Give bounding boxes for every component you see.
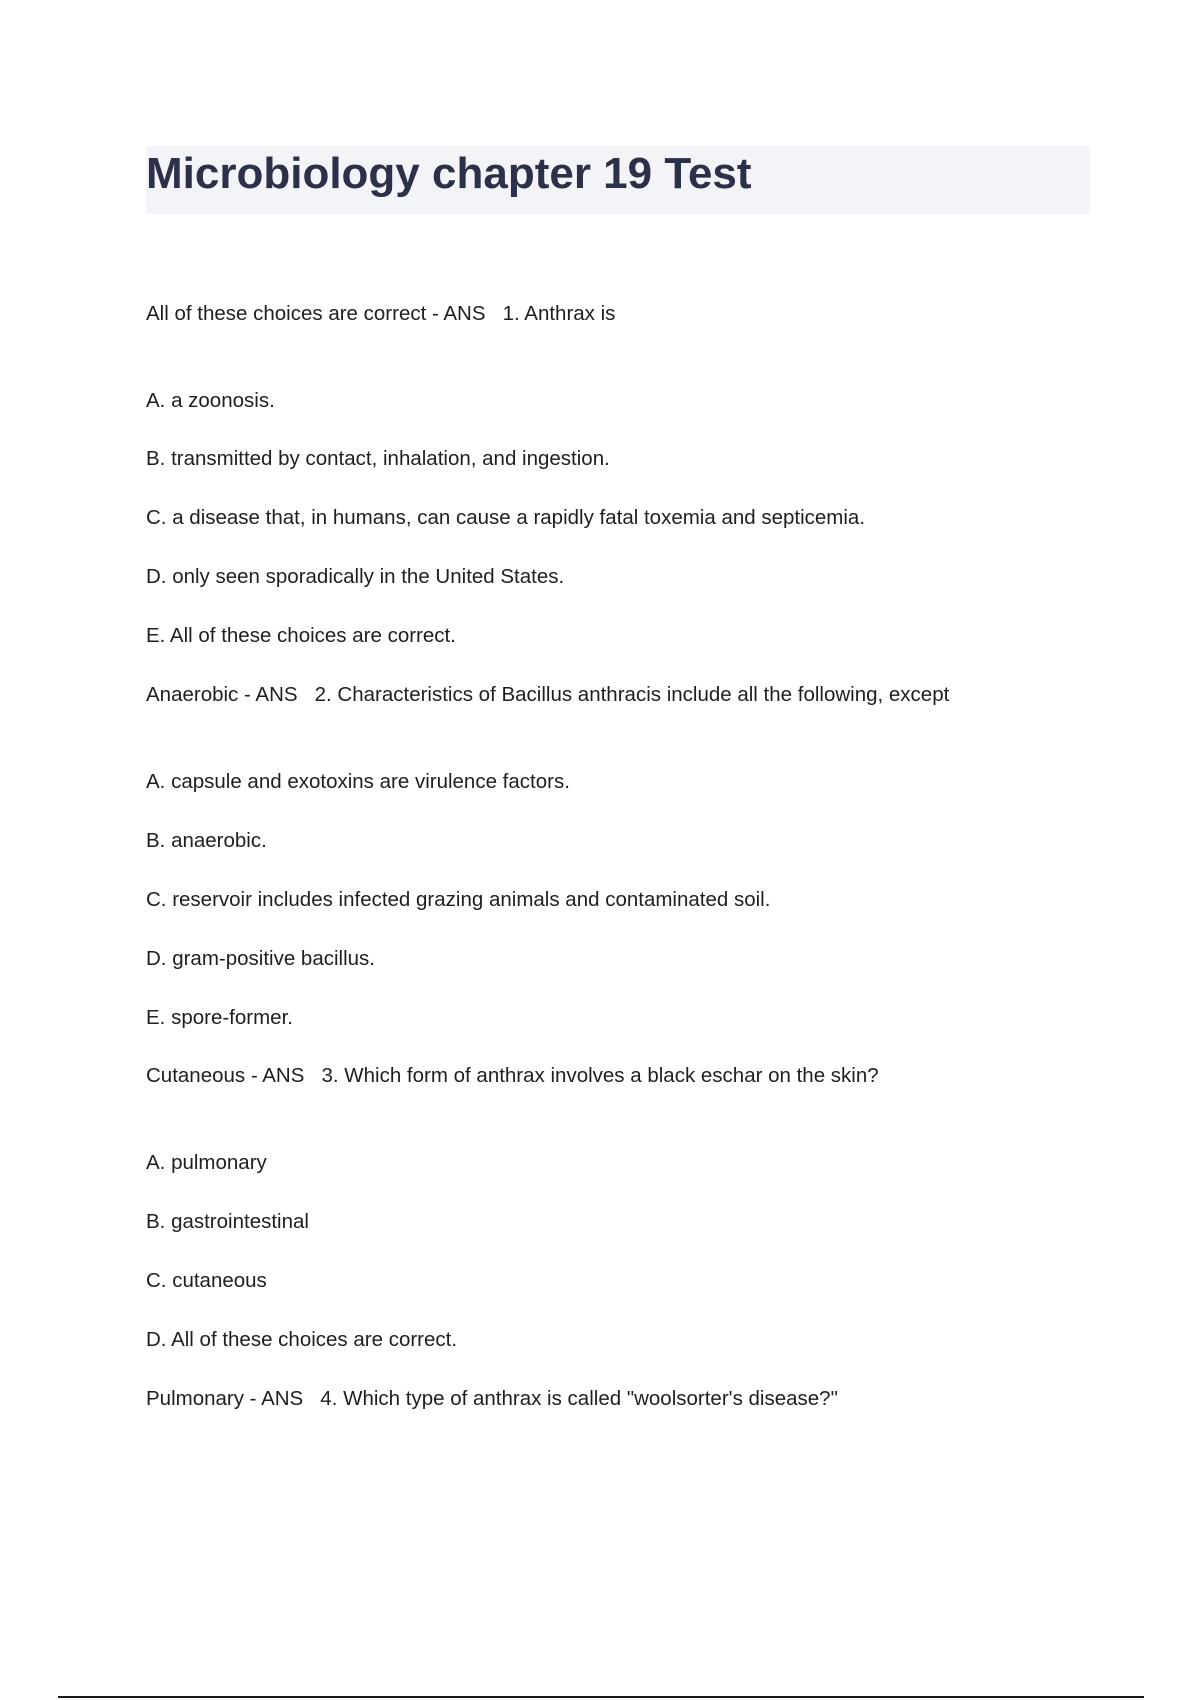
answer-option: A. pulmonary [146,1151,267,1174]
title-banner [146,146,1090,214]
question-header: Anaerobic - ANS 2. Characteristics of Bacillus anthracis include all the following, except [146,683,950,706]
answer-option: B. transmitted by contact, inhalation, and ingestion. [146,447,610,470]
answer-option: D. All of these choices are correct. [146,1328,458,1351]
footer-divider [58,1696,1144,1698]
question-header: Pulmonary - ANS 4. Which type of anthrax is called "woolsorter's disease?" [146,1387,838,1410]
page-title: Microbiology chapter 19 Test [146,149,752,198]
answer-option: C. a disease that, in humans, can cause a rapidly fatal toxemia and septicemia. [146,506,866,529]
answer-option: C. cutaneous [146,1269,267,1292]
answer-option: E. All of these choices are correct. [146,624,456,647]
answer-option: A. capsule and exotoxins are virulence factors. [146,770,570,793]
answer-option: B. gastrointestinal [146,1210,309,1233]
answer-option: D. gram-positive bacillus. [146,947,375,970]
answer-option: D. only seen sporadically in the United States. [146,565,565,588]
question-header: Cutaneous - ANS 3. Which form of anthrax involves a black eschar on the skin? [146,1064,879,1087]
answer-option: C. reservoir includes infected grazing animals and contaminated soil. [146,888,771,911]
answer-option: E. spore-former. [146,1006,293,1029]
answer-option: A. a zoonosis. [146,389,275,412]
question-header: All of these choices are correct - ANS 1. Anthrax is [146,302,616,325]
answer-option: B. anaerobic. [146,829,267,852]
